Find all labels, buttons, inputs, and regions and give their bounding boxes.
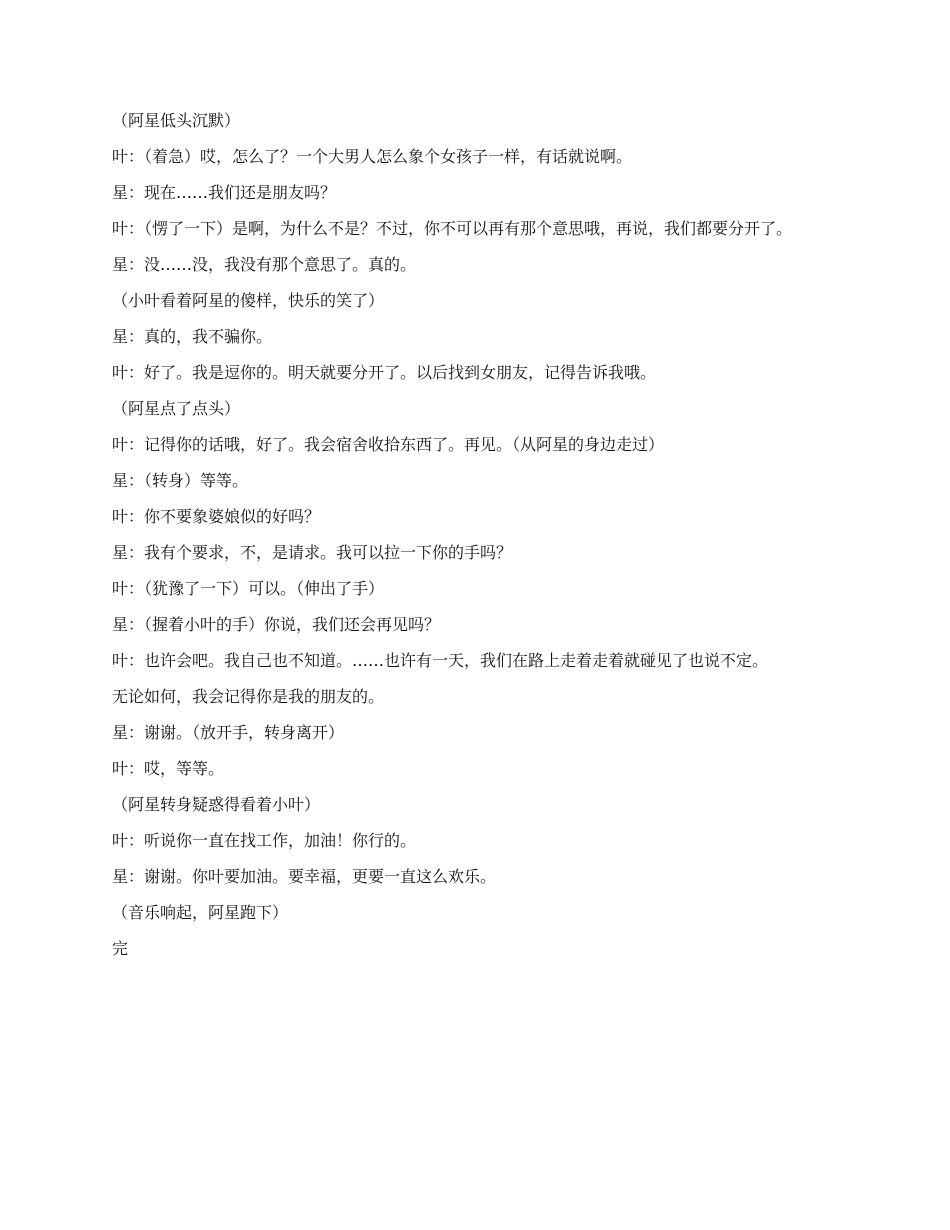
paragraph: 星：（握着小叶的手）你说，我们还会再见吗？ bbox=[112, 615, 441, 634]
paragraph: 星：现在……我们还是朋友吗？ bbox=[112, 183, 337, 202]
paragraph: 叶：你不要象婆娘似的好吗？ bbox=[112, 507, 321, 526]
paragraph: 叶：也许会吧。我自己也不知道。……也许有一天，我们在路上走着走着就碰见了也说不定。 bbox=[112, 651, 769, 670]
paragraph: （小叶看着阿星的傻样，快乐的笑了） bbox=[112, 291, 385, 310]
paragraph: （阿星低头沉默） bbox=[112, 111, 241, 130]
paragraph: 叶：（犹豫了一下）可以。（伸出了手） bbox=[112, 579, 385, 598]
paragraph: 星：我有个要求，不，是请求。我可以拉一下你的手吗？ bbox=[112, 543, 513, 562]
paragraph: 星：真的，我不骗你。 bbox=[112, 327, 273, 346]
paragraph: 完 bbox=[112, 939, 129, 958]
paragraph: （阿星点了点头） bbox=[112, 399, 241, 418]
paragraph: 星：谢谢。你叶要加油。要幸福，更要一直这么欢乐。 bbox=[112, 867, 497, 886]
paragraph: （音乐响起，阿星跑下） bbox=[112, 903, 289, 922]
document-body bbox=[112, 111, 840, 975]
paragraph: 叶：记得你的话哦，好了。我会宿舍收拾东西了。再见。（从阿星的身边走过） bbox=[112, 435, 665, 454]
paragraph: 叶：哎，等等。 bbox=[112, 759, 225, 778]
paragraph: 星：（转身）等等。 bbox=[112, 471, 249, 490]
paragraph: 叶：好了。我是逗你的。明天就要分开了。以后找到女朋友，记得告诉我哦。 bbox=[112, 363, 657, 382]
paragraph: 叶：（着急）哎，怎么了？一个大男人怎么象个女孩子一样，有话就说啊。 bbox=[112, 147, 633, 166]
paragraph: 星：谢谢。（放开手，转身离开） bbox=[112, 723, 345, 742]
paragraph: 星：没……没，我没有那个意思了。真的。 bbox=[112, 255, 417, 274]
paragraph: 无论如何，我会记得你是我的朋友的。 bbox=[112, 687, 385, 706]
paragraph: 叶：（愣了一下）是啊，为什么不是？不过，你不可以再有那个意思哦，再说，我们都要分开了。 bbox=[112, 219, 793, 238]
paragraph: 叶：听说你一直在找工作，加油！你行的。 bbox=[112, 831, 417, 850]
paragraph: （阿星转身疑惑得看着小叶） bbox=[112, 795, 321, 814]
